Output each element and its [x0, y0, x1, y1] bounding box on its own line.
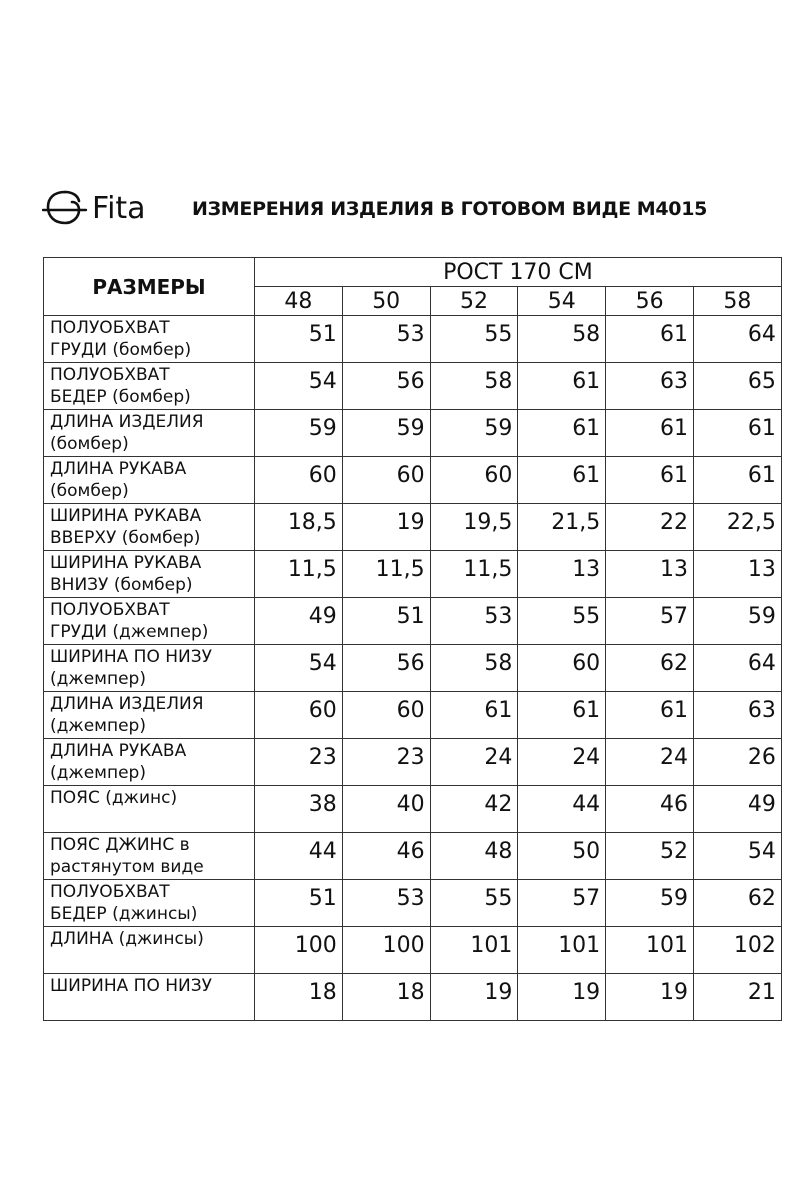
measurement-value: 18 [255, 974, 343, 1021]
measurement-value: 60 [430, 457, 518, 504]
brand-name: Fita [92, 190, 146, 226]
measurement-value: 59 [693, 598, 781, 645]
measurement-label-line1: ПОЛУОБХВАТ [50, 882, 170, 902]
measurement-label-line2: (джемпер) [50, 716, 146, 736]
measurement-label-line2: ВВЕРХУ (бомбер) [50, 528, 201, 548]
page-title [192, 198, 707, 220]
measurement-value: 61 [430, 692, 518, 739]
measurement-label [44, 551, 255, 598]
measurement-value: 60 [255, 457, 343, 504]
table-row [44, 457, 782, 504]
brand-logo [42, 186, 146, 230]
measurement-label-line1: ДЛИНА РУКАВА [50, 459, 187, 479]
measurement-value: 102 [693, 927, 781, 974]
measurement-value: 24 [606, 739, 694, 786]
table-row [44, 598, 782, 645]
measurement-value: 63 [693, 692, 781, 739]
measurement-value: 61 [518, 457, 606, 504]
measurement-value: 101 [518, 927, 606, 974]
measurement-value: 61 [693, 457, 781, 504]
measurement-label-line1: ПОЛУОБХВАТ [50, 365, 170, 385]
table-row [44, 316, 782, 363]
measurement-value: 11,5 [342, 551, 430, 598]
measurement-label [44, 598, 255, 645]
measurement-value: 11,5 [430, 551, 518, 598]
measurement-label [44, 316, 255, 363]
measurement-label-line2: (бомбер) [50, 434, 129, 454]
measurement-label-line2: БЕДЕР (бомбер) [50, 387, 191, 407]
table-row [44, 880, 782, 927]
measurement-value: 44 [255, 833, 343, 880]
measurement-value: 49 [693, 786, 781, 833]
measurement-value: 55 [430, 316, 518, 363]
measurement-label-line2: ГРУДИ (бомбер) [50, 340, 192, 360]
measurement-label [44, 974, 255, 1021]
measurement-label [44, 739, 255, 786]
measurement-value: 100 [255, 927, 343, 974]
measurement-label-line2: ГРУДИ (джемпер) [50, 622, 209, 642]
measurement-value: 21 [693, 974, 781, 1021]
size-column-header: 58 [693, 287, 781, 316]
measurement-value: 54 [693, 833, 781, 880]
measurement-value: 40 [342, 786, 430, 833]
measurement-value: 62 [606, 645, 694, 692]
measurement-label [44, 833, 255, 880]
page-header [42, 186, 762, 230]
measurement-value: 60 [342, 457, 430, 504]
measurement-label [44, 457, 255, 504]
measurement-value: 51 [255, 316, 343, 363]
measurement-value: 61 [518, 692, 606, 739]
measurement-label-line1: ДЛИНА (джинсы) [50, 929, 204, 949]
measurement-value: 46 [342, 833, 430, 880]
measurement-value: 48 [430, 833, 518, 880]
size-column-header: 54 [518, 287, 606, 316]
height-header: РОСТ 170 СМ [255, 258, 782, 287]
measurement-value: 62 [693, 880, 781, 927]
measurement-value: 58 [430, 645, 518, 692]
measurement-label [44, 363, 255, 410]
measurement-label-line1: ШИРИНА РУКАВА [50, 506, 202, 526]
measurement-value: 61 [606, 316, 694, 363]
measurement-label [44, 880, 255, 927]
measurement-value: 23 [342, 739, 430, 786]
table-row [44, 410, 782, 457]
title-text: ИЗМЕРЕНИЯ ИЗДЕЛИЯ В ГОТОВОМ ВИДЕ [192, 198, 631, 220]
measurement-value: 22 [606, 504, 694, 551]
measurement-value: 100 [342, 927, 430, 974]
measurement-value: 19,5 [430, 504, 518, 551]
measurement-value: 19 [342, 504, 430, 551]
measurement-value: 54 [255, 363, 343, 410]
measurement-value: 24 [430, 739, 518, 786]
measurement-value: 52 [606, 833, 694, 880]
measurement-value: 60 [342, 692, 430, 739]
table-row [44, 551, 782, 598]
measurement-value: 59 [342, 410, 430, 457]
measurement-value: 55 [430, 880, 518, 927]
measurement-value: 59 [430, 410, 518, 457]
measurement-value: 55 [518, 598, 606, 645]
measurement-label-line1: ПОЯС ДЖИНС в [50, 835, 190, 855]
table-row [44, 645, 782, 692]
measurement-label-line2: растянутом виде [50, 857, 204, 877]
measurement-value: 60 [518, 645, 606, 692]
measurement-value: 11,5 [255, 551, 343, 598]
measurement-value: 19 [518, 974, 606, 1021]
measurement-label-line2: (джемпер) [50, 763, 146, 783]
measurement-value: 26 [693, 739, 781, 786]
measurement-value: 56 [342, 363, 430, 410]
measurement-value: 65 [693, 363, 781, 410]
measurement-value: 57 [518, 880, 606, 927]
measurement-value: 53 [342, 316, 430, 363]
measurement-value: 59 [606, 880, 694, 927]
measurement-label-line1: ПОЛУОБХВАТ [50, 318, 170, 338]
measurement-value: 61 [606, 692, 694, 739]
measurement-value: 38 [255, 786, 343, 833]
measurement-value: 13 [606, 551, 694, 598]
measurement-value: 61 [518, 410, 606, 457]
measurement-value: 23 [255, 739, 343, 786]
table-row [44, 739, 782, 786]
size-chart-table [43, 257, 782, 1021]
measurement-label-line1: ДЛИНА ИЗДЕЛИЯ [50, 694, 204, 714]
measurement-label [44, 927, 255, 974]
measurement-value: 18,5 [255, 504, 343, 551]
measurement-value: 60 [255, 692, 343, 739]
measurement-value: 58 [518, 316, 606, 363]
measurement-value: 13 [518, 551, 606, 598]
table-row [44, 363, 782, 410]
measurement-value: 53 [342, 880, 430, 927]
measurement-label [44, 410, 255, 457]
measurement-value: 50 [518, 833, 606, 880]
table-row [44, 786, 782, 833]
table-body [44, 316, 782, 1021]
size-column-header: 56 [606, 287, 694, 316]
model-code: М4015 [636, 198, 708, 220]
measurement-label [44, 786, 255, 833]
measurement-value: 51 [342, 598, 430, 645]
measurement-label-line2: ВНИЗУ (бомбер) [50, 575, 193, 595]
measurement-value: 13 [693, 551, 781, 598]
measurement-value: 19 [430, 974, 518, 1021]
measurement-label [44, 504, 255, 551]
measurement-label-line1: ШИРИНА ПО НИЗУ [50, 647, 213, 667]
measurement-value: 63 [606, 363, 694, 410]
measurement-value: 54 [255, 645, 343, 692]
measurement-value: 46 [606, 786, 694, 833]
measurement-label-line1: ПОЛУОБХВАТ [50, 600, 170, 620]
measurement-value: 22,5 [693, 504, 781, 551]
measurement-value: 101 [430, 927, 518, 974]
measurement-value: 61 [693, 410, 781, 457]
measurement-label-line1: ШИРИНА ПО НИЗУ [50, 976, 213, 996]
table-row [44, 692, 782, 739]
measurement-value: 59 [255, 410, 343, 457]
table-row [44, 504, 782, 551]
measurement-value: 44 [518, 786, 606, 833]
measurement-value: 51 [255, 880, 343, 927]
measurement-label [44, 692, 255, 739]
measurement-value: 58 [430, 363, 518, 410]
measurement-label-line2: БЕДЕР (джинсы) [50, 904, 198, 924]
measurement-value: 64 [693, 316, 781, 363]
measurement-value: 42 [430, 786, 518, 833]
measurement-label-line1: ШИРИНА РУКАВА [50, 553, 202, 573]
measurement-value: 49 [255, 598, 343, 645]
size-column-header: 48 [255, 287, 343, 316]
measurement-value: 61 [606, 410, 694, 457]
measurement-label-line2: (бомбер) [50, 481, 129, 501]
measurement-label-line1: ДЛИНА ИЗДЕЛИЯ [50, 412, 204, 432]
table-row [44, 974, 782, 1021]
size-column-header: 50 [342, 287, 430, 316]
measurement-value: 19 [606, 974, 694, 1021]
sizes-header: РАЗМЕРЫ [44, 258, 255, 316]
measurement-value: 24 [518, 739, 606, 786]
fita-logo-icon [42, 190, 88, 226]
measurement-label-line2: (джемпер) [50, 669, 146, 689]
measurement-value: 61 [606, 457, 694, 504]
measurement-value: 18 [342, 974, 430, 1021]
measurement-value: 57 [606, 598, 694, 645]
measurement-value: 56 [342, 645, 430, 692]
size-column-header: 52 [430, 287, 518, 316]
table-row [44, 833, 782, 880]
measurement-value: 61 [518, 363, 606, 410]
measurement-value: 101 [606, 927, 694, 974]
measurement-label-line1: ДЛИНА РУКАВА [50, 741, 187, 761]
measurement-label-line1: ПОЯС (джинс) [50, 788, 178, 808]
measurement-value: 21,5 [518, 504, 606, 551]
table-row [44, 927, 782, 974]
measurement-value: 64 [693, 645, 781, 692]
measurement-label [44, 645, 255, 692]
measurement-value: 53 [430, 598, 518, 645]
